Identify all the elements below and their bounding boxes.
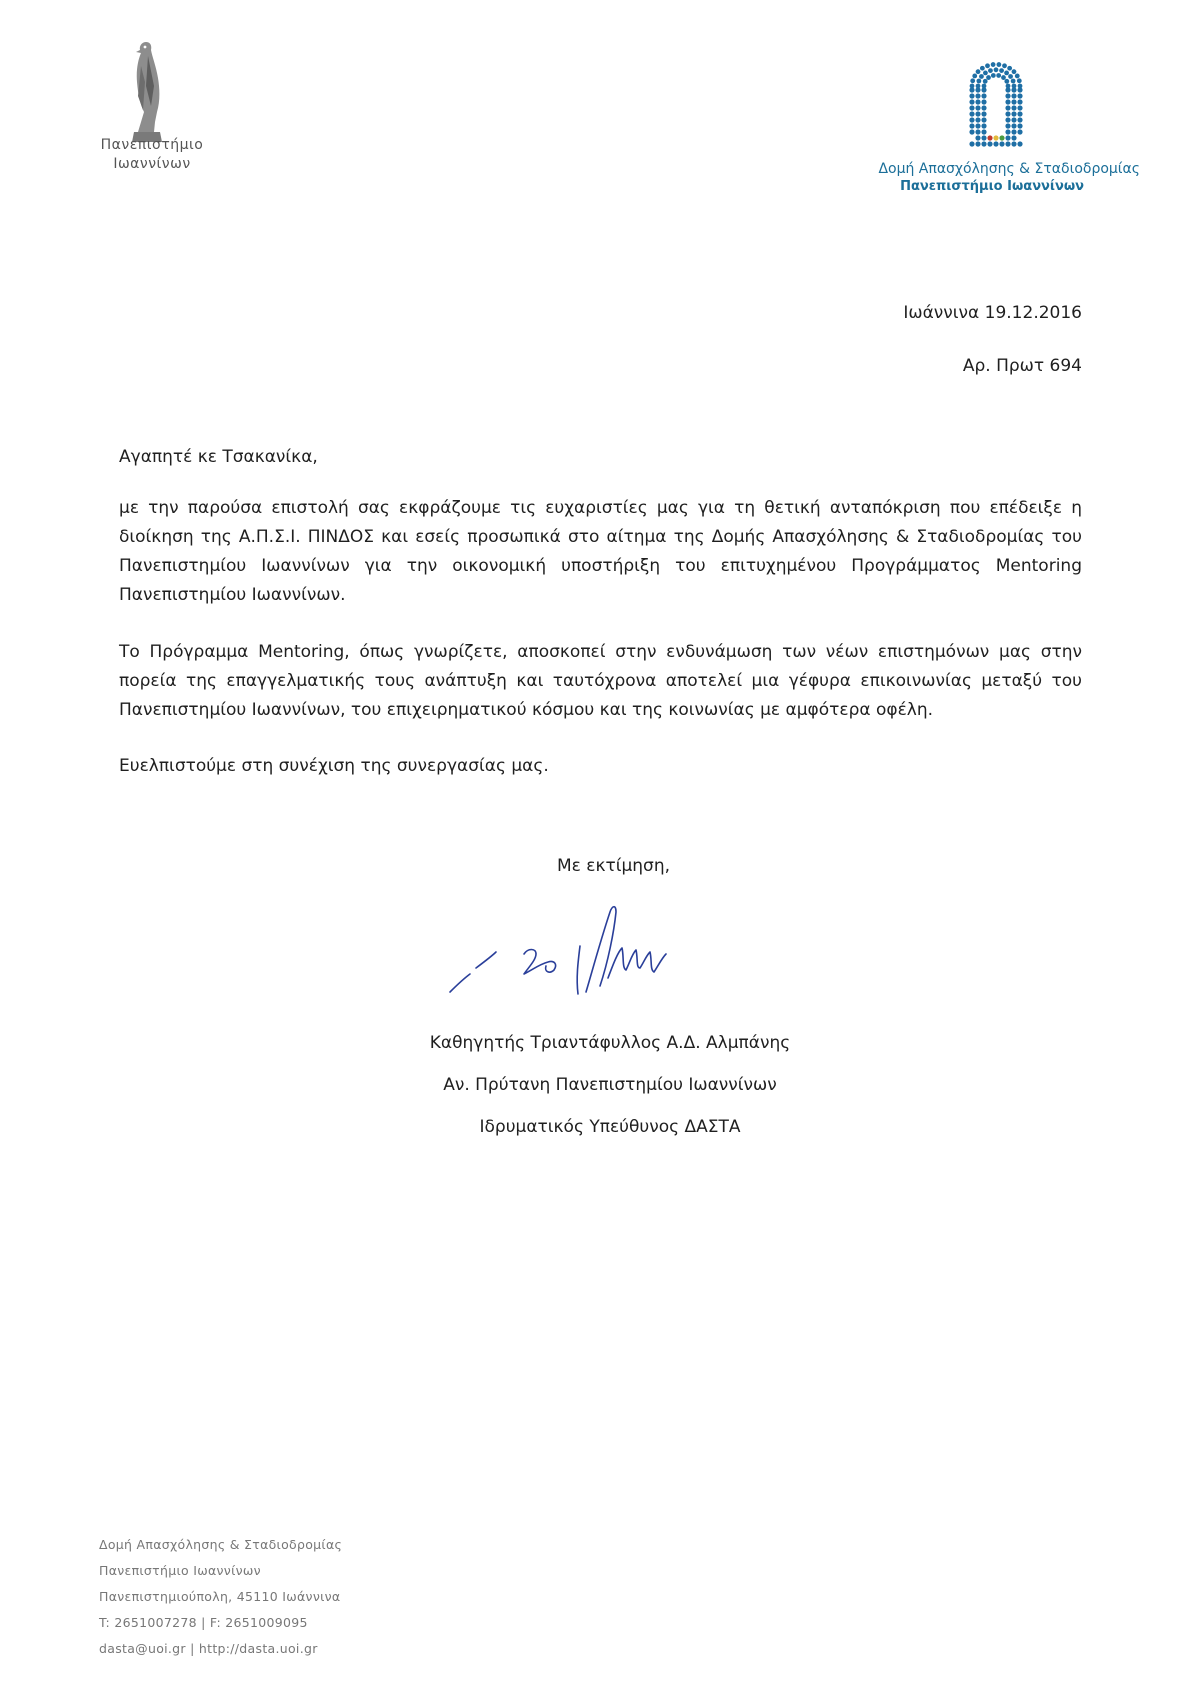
university-name bbox=[92, 136, 212, 174]
footer-email-web: dasta@uoi.gr | http://dasta.uoi.gr bbox=[99, 1641, 318, 1656]
footer-office: Δομή Απασχόλησης & Σταδιοδρομίας bbox=[99, 1537, 343, 1552]
signer-title: Αν. Πρύτανη Πανεπιστημίου Ιωαννίνων bbox=[443, 1075, 777, 1095]
salutation: Αγαπητέ κε Τσακανίκα, bbox=[119, 447, 318, 467]
signer-name: Καθηγητής Τριαντάφυλλος Α.Δ. Αλμπάνης bbox=[429, 1033, 791, 1053]
signer-role: Ιδρυματικός Υπεύθυνος ΔΑΣΤΑ bbox=[479, 1117, 741, 1137]
dotted-arch-icon bbox=[960, 60, 1032, 148]
protocol-number: Αρ. Πρωτ 694 bbox=[962, 356, 1082, 376]
university-name-line2: Ιωαννίνων bbox=[113, 156, 191, 172]
footer-contact bbox=[99, 1532, 342, 1662]
owl-statue-icon bbox=[124, 36, 172, 146]
paragraph-mentoring: Το Πρόγραμμα Mentoring, όπως γνωρίζετε, αποσκοπεί στην ενδυνάμωση των νέων επιστημόνων μας στην πορεία της επαγγελματικής τους ανάπτυξη και ταυτόχρονα αποτελεί μια γέφυρα επικοινωνίας μεταξύ του Πανεπιστημίου Ιωαννίνων, του επιχειρηματικού κόσμου και της κοινωνίας με αμφότερα οφέλη. bbox=[119, 642, 1082, 720]
closing-wish: Ευελπιστούμε στη συνέχιση της συνεργασίας μας. bbox=[119, 756, 549, 776]
footer-address: Πανεπιστημιούπολη, 45110 Ιωάννινα bbox=[99, 1589, 341, 1604]
university-name-line1: Πανεπιστήμιο bbox=[100, 137, 204, 153]
sign-off: Με εκτίμηση, bbox=[557, 856, 670, 876]
footer-phone-fax: T: 2651007278 | F: 2651009095 bbox=[99, 1615, 308, 1630]
handwritten-signature bbox=[440, 882, 760, 1007]
paragraph-thanks: με την παρούσα επιστολή σας εκφράζουμε τις ευχαριστίες μας για τη θετική ανταπόκριση που επέδειξε η διοίκηση της Α.Π.Σ.Ι. ΠΙΝΔΟΣ και εσείς προσωπικά στο αίτημα της Δομής Απασχόλησης & Σταδιοδρομίας του Πανεπιστημίου Ιωαννίνων για την οικονομική υποστήριξη του επιτυχημένου Προγράμματος Mentoring Πανεπιστημίου Ιωαννίνων. bbox=[119, 498, 1082, 605]
footer-university: Πανεπιστήμιο Ιωαννίνων bbox=[99, 1563, 261, 1578]
office-name: Δομή Απασχόλησης & Σταδιοδρομίας bbox=[878, 161, 1140, 177]
letter-date: Ιωάννινα 19.12.2016 bbox=[903, 303, 1082, 323]
office-university: Πανεπιστήμιο Ιωαννίνων bbox=[900, 179, 1084, 194]
